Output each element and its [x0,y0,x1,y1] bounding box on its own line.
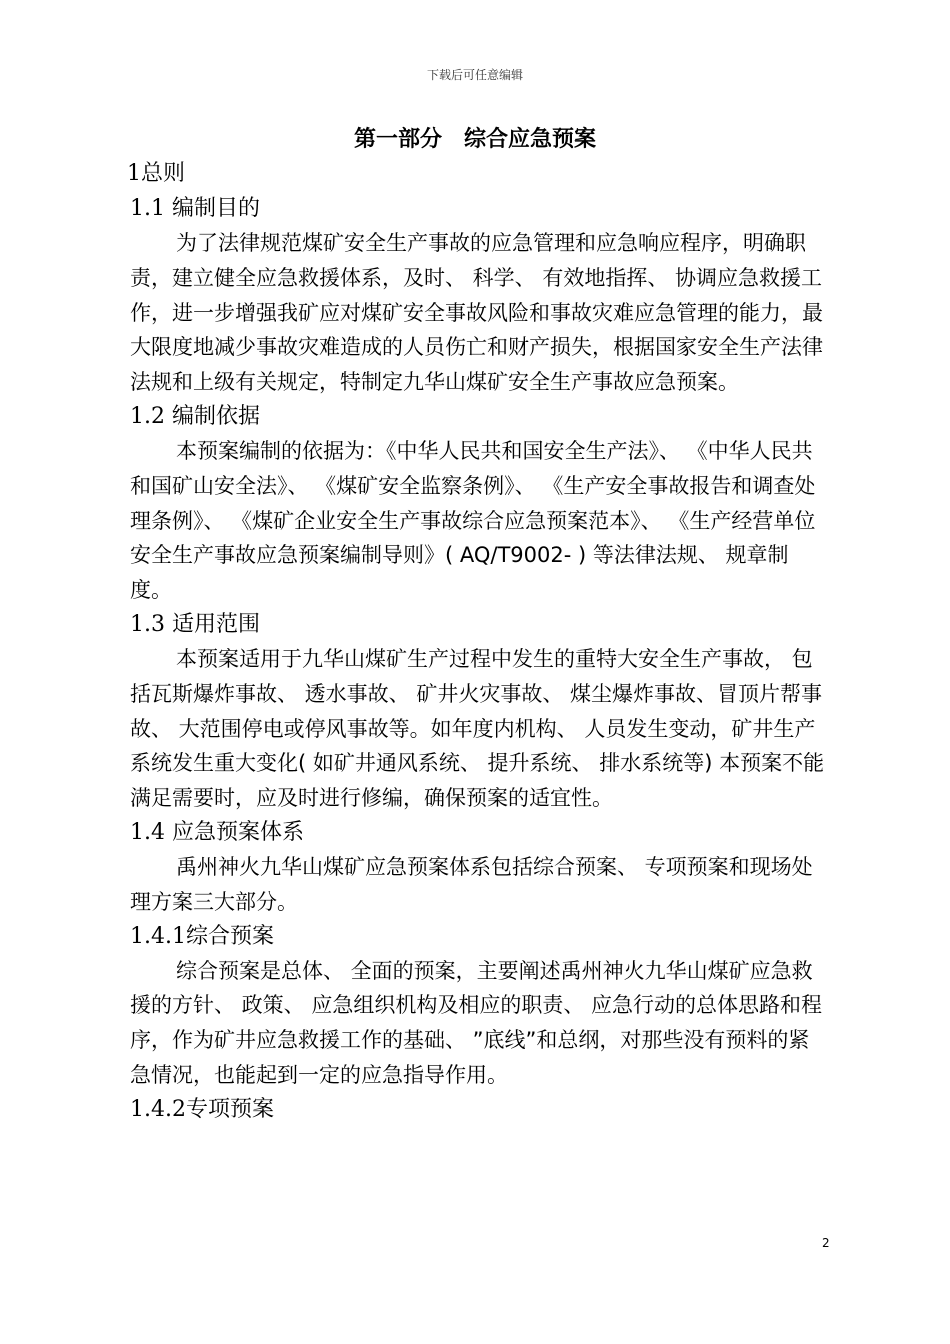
section-number: 1.3 [130,611,165,637]
paragraph-basis: 本预案编制的依据为：《中华人民共和国安全生产法》、 《中华人民共和国矿山安全法》、 《煤矿安全监察条例》、 《生产安全事故报告和调查处理条例》、 《煤矿企业安全生产事故综合应急预案范本》、 《生产经营单位安全生产事故应急预案编制导则》( AQ/T9002- ) 等法律法规、 规章制度。 [130,438,816,603]
document-body [127,154,830,1127]
section-number: 1.2 [130,403,165,429]
section-title: 应急预案体系 [172,819,305,845]
paragraph-comprehensive-plan: 综合预案是总体、 全面的预案，主要阐述禹州神火九华山煤矿应急救援的方针、 政策、 应急组织机构及相应的职责、 应急行动的总体思路和程序，作为矿井应急救援工作的基础、 ”底线”和总纲，对那些没有预料的紧急情况，也能起到一定的应急指导作用。 [130,958,823,1087]
section-number: 1.4.1 [130,923,186,949]
document-title: 第一部分 综合应急预案 [353,127,596,152]
page-number: 2 [822,1236,830,1250]
section-number: 1.1 [130,196,165,221]
page-header: 下载后可任意编辑 [426,68,523,82]
paragraph-purpose: 为了法律规范煤矿安全生产事故的应急管理和应急响应程序，明确职责，建立健全应急救援体系，及时、 科学、 有效地指挥、 协调应急救援工作，进一步增强我矿应对煤矿安全事故风险和事故灾难应急管理的能力，最大限度地减少事故灾难造成的人员伤亡和财产损失，根据国家安全生产法律法规和上级有关规定，特制定九华山煤矿安全生产事故应急预案。 [130,231,823,395]
section-heading-purpose [130,192,830,226]
section-heading-special-plan [130,1093,830,1127]
section-title: 编制依据 [172,403,261,429]
paragraph-scope: 本预案适用于九华山煤矿生产过程中发生的重特大安全生产事故， 包括瓦斯爆炸事故、 透水事故、 矿井火灾事故、 煤尘爆炸事故、冒顶片帮事故、 大范围停电或停风事故等。如年度内机构、 人员发生变动，矿井生产系统发生重大变化( 如矿井通风系统、 提升系统、 排水系统等) 本预案不能满足需要时，应及时进行修编，确保预案的适宜性。 [130,646,825,811]
section-number: 1.4.2 [130,1096,186,1122]
section-number: 1.4 [130,819,165,845]
section-title: 编制目的 [172,196,261,221]
section-heading-basis [130,400,830,434]
section-number: 1 [127,161,141,186]
section-heading-general [127,156,830,192]
section-title: 综合预案 [185,923,274,949]
section-heading-scope [130,608,830,642]
section-title: 总则 [141,161,186,186]
section-heading-plan-system [130,816,830,850]
section-title: 专项预案 [185,1096,274,1122]
section-heading-comprehensive-plan [130,920,830,954]
section-title: 适用范围 [172,611,261,637]
paragraph-plan-system: 禹州神火九华山煤矿应急预案体系包括综合预案、 专项预案和现场处理方案三大部分。 [130,854,813,914]
